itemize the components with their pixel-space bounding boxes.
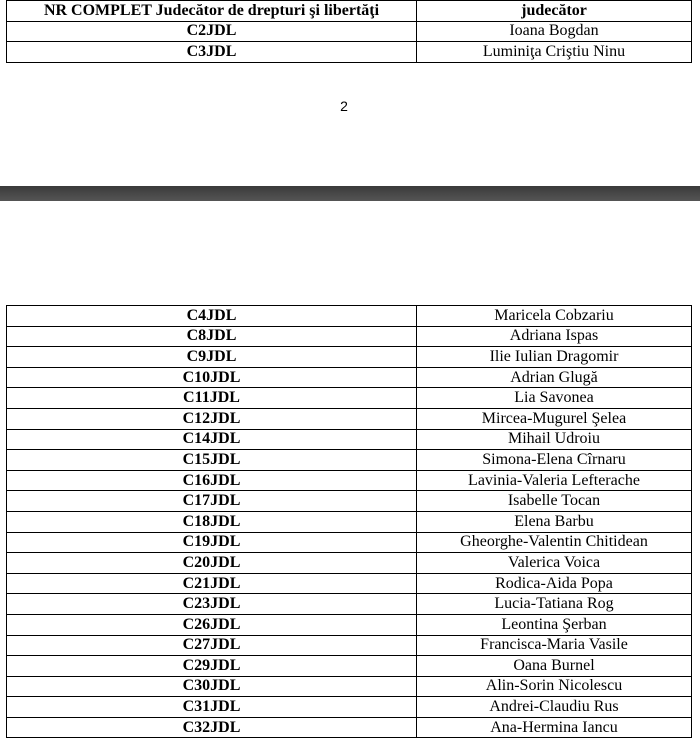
complet-code: C10JDL (7, 367, 417, 388)
table-row (7, 553, 692, 574)
judge-name: Rodica-Aida Popa (417, 573, 692, 594)
table-row (7, 573, 692, 594)
top-table-body (7, 1, 692, 63)
complet-code: C31JDL (7, 697, 417, 718)
table-row (7, 388, 692, 409)
table-row (7, 347, 692, 368)
complet-code: C17JDL (7, 491, 417, 512)
complet-code: C30JDL (7, 676, 417, 697)
judge-name: Lia Savonea (417, 388, 692, 409)
complet-code: C21JDL (7, 573, 417, 594)
complet-column-header: NR COMPLET Judecător de drepturi şi libertăţi (7, 1, 417, 22)
table-row (7, 635, 692, 656)
complet-code: C27JDL (7, 635, 417, 656)
complet-code: C26JDL (7, 614, 417, 635)
complet-code: C18JDL (7, 511, 417, 532)
judge-name: Adrian Glugă (417, 367, 692, 388)
judge-name: Lavinia-Valeria Lefterache (417, 470, 692, 491)
complet-code: C3JDL (7, 42, 417, 63)
bottom-judges-table (6, 305, 692, 738)
judge-name: Mihail Udroiu (417, 429, 692, 450)
table-row (7, 511, 692, 532)
complet-code: C23JDL (7, 594, 417, 615)
judge-name: Simona-Elena Cîrnaru (417, 450, 692, 471)
judge-name: Adriana Ispas (417, 326, 692, 347)
judge-name: Lucia-Tatiana Rog (417, 594, 692, 615)
judge-name: Luminiţa Criştiu Ninu (417, 42, 692, 63)
table-row (7, 676, 692, 697)
judge-name: Maricela Cobzariu (417, 306, 692, 327)
judge-name: Francisca-Maria Vasile (417, 635, 692, 656)
table-row (7, 306, 692, 327)
bottom-table-body (7, 306, 692, 738)
judge-name: Ilie Iulian Dragomir (417, 347, 692, 368)
judge-name: Valerica Voica (417, 553, 692, 574)
table-row (7, 532, 692, 553)
judge-name: Oana Burnel (417, 656, 692, 677)
judge-name: Mircea-Mugurel Şelea (417, 408, 692, 429)
table-row (7, 656, 692, 677)
table-row (7, 326, 692, 347)
complet-code: C14JDL (7, 429, 417, 450)
table-row (7, 470, 692, 491)
table-row (7, 367, 692, 388)
table-row (7, 42, 692, 63)
complet-code: C12JDL (7, 408, 417, 429)
complet-code: C32JDL (7, 717, 417, 738)
judge-name: Elena Barbu (417, 511, 692, 532)
complet-code: C8JDL (7, 326, 417, 347)
table-header-row (7, 1, 692, 22)
complet-code: C4JDL (7, 306, 417, 327)
complet-code: C15JDL (7, 450, 417, 471)
page-number: 2 (340, 98, 348, 114)
complet-code: C20JDL (7, 553, 417, 574)
judge-name: Alin-Sorin Nicolescu (417, 676, 692, 697)
judge-name: Ioana Bogdan (417, 21, 692, 42)
table-row (7, 594, 692, 615)
table-row (7, 614, 692, 635)
complet-code: C11JDL (7, 388, 417, 409)
judge-name: Andrei-Claudiu Rus (417, 697, 692, 718)
judge-name: Isabelle Tocan (417, 491, 692, 512)
table-row (7, 21, 692, 42)
complet-code: C29JDL (7, 656, 417, 677)
complet-code: C9JDL (7, 347, 417, 368)
page-break-divider (0, 186, 700, 201)
judge-name: Gheorghe-Valentin Chitidean (417, 532, 692, 553)
complet-code: C2JDL (7, 21, 417, 42)
table-row (7, 450, 692, 471)
table-row (7, 697, 692, 718)
top-judges-table (6, 0, 692, 63)
judge-column-header: judecător (417, 1, 692, 22)
judge-name: Leontina Şerban (417, 614, 692, 635)
table-row (7, 717, 692, 738)
complet-code: C16JDL (7, 470, 417, 491)
complet-code: C19JDL (7, 532, 417, 553)
table-row (7, 408, 692, 429)
table-row (7, 491, 692, 512)
table-row (7, 429, 692, 450)
judge-name: Ana-Hermina Iancu (417, 717, 692, 738)
